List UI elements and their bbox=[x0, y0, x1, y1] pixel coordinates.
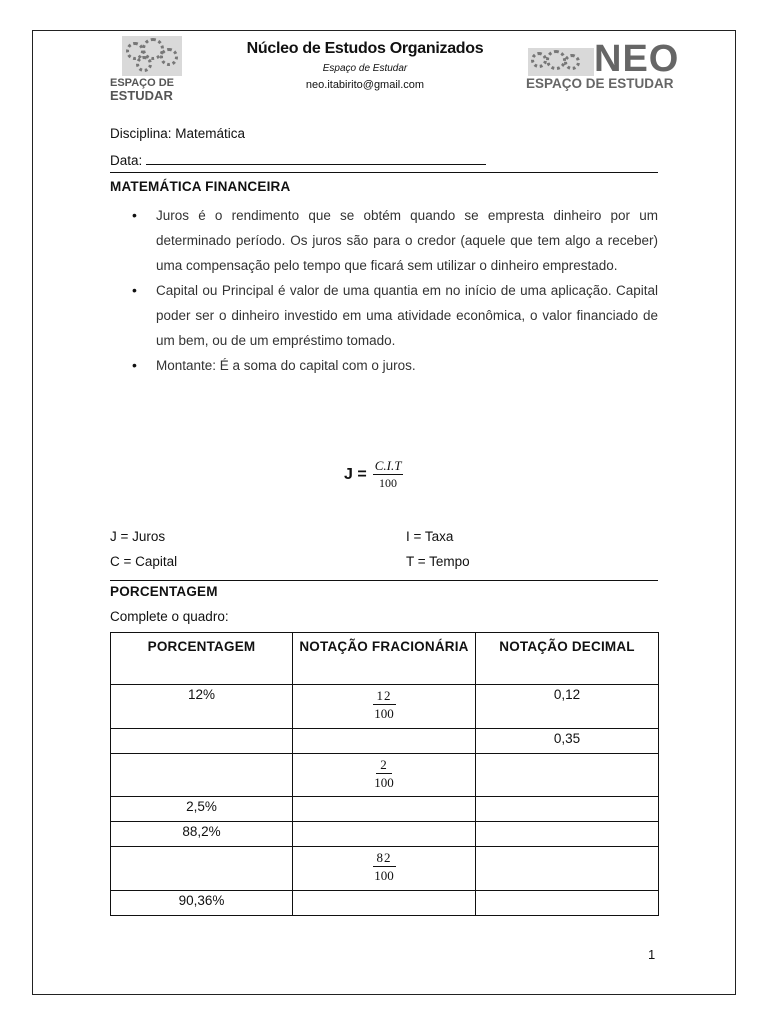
header-fraction: NOTAÇÃO FRACIONÁRIA bbox=[293, 633, 476, 685]
cell-fraction[interactable] bbox=[293, 847, 476, 891]
section-title-percent: PORCENTAGEM bbox=[110, 584, 218, 599]
divider bbox=[110, 580, 658, 581]
legend-juros: J = Juros bbox=[110, 529, 166, 544]
header-percent: PORCENTAGEM bbox=[111, 633, 293, 685]
cell-percent[interactable] bbox=[111, 729, 293, 754]
neo-logo bbox=[522, 38, 710, 94]
interest-formula bbox=[344, 458, 403, 491]
cell-percent[interactable]: 2,5% bbox=[111, 797, 293, 822]
cell-decimal[interactable] bbox=[476, 822, 659, 847]
cell-fraction[interactable] bbox=[293, 797, 476, 822]
cell-decimal[interactable] bbox=[476, 891, 659, 916]
table-row bbox=[111, 847, 659, 891]
logo-left-line2: ESTUDAR bbox=[110, 88, 173, 103]
date-field bbox=[110, 152, 486, 168]
legend-tempo: T = Tempo bbox=[406, 554, 470, 569]
fraction-denominator: 100 bbox=[374, 706, 394, 721]
fraction-denominator: 100 bbox=[374, 775, 394, 790]
cell-fraction[interactable] bbox=[293, 822, 476, 847]
header-subtitle: Espaço de Estudar bbox=[322, 63, 408, 74]
section-title-financial: MATEMÁTICA FINANCEIRA bbox=[110, 179, 291, 194]
table-row bbox=[111, 729, 659, 754]
cell-fraction[interactable] bbox=[293, 754, 476, 797]
cell-decimal[interactable]: 0,35 bbox=[476, 729, 659, 754]
header-email: neo.itabirito@gmail.com bbox=[305, 79, 425, 91]
legend-taxa: I = Taxa bbox=[406, 529, 454, 544]
table-row bbox=[111, 685, 659, 729]
logo-right-text: ESPAÇO DE ESTUDAR bbox=[526, 76, 674, 91]
header-decimal: NOTAÇÃO DECIMAL bbox=[476, 633, 659, 685]
cell-percent[interactable]: 12% bbox=[111, 685, 293, 729]
cell-decimal[interactable] bbox=[476, 797, 659, 822]
fraction-denominator: 100 bbox=[374, 868, 394, 883]
cell-decimal[interactable] bbox=[476, 847, 659, 891]
discipline-label: Disciplina: Matemática bbox=[110, 126, 246, 141]
formula-lhs: J = bbox=[344, 465, 367, 483]
logo-right-brand: NEO bbox=[594, 38, 680, 80]
espaco-de-estudar-logo bbox=[110, 36, 194, 106]
fraction-numerator: 2 bbox=[376, 757, 392, 774]
page-number: 1 bbox=[648, 947, 656, 962]
legend-capital: C = Capital bbox=[110, 554, 178, 569]
cell-percent[interactable]: 90,36% bbox=[111, 891, 293, 916]
logo-left-line1: ESPAÇO DE bbox=[110, 77, 174, 89]
date-label: Data: bbox=[110, 153, 143, 168]
list-item: • Montante: É a soma do capital com o juros. bbox=[130, 353, 658, 378]
percentage-table bbox=[110, 632, 659, 916]
cell-percent[interactable] bbox=[111, 847, 293, 891]
list-item: • Juros é o rendimento que se obtém quando se empresta dinheiro por um determinado período. Os juros são para o credor (aquele que tem algo a receber) uma compensação pelo tempo que ficará sem utilizar o dinheiro emprestado. bbox=[130, 203, 658, 278]
table-row bbox=[111, 754, 659, 797]
table-row bbox=[111, 891, 659, 916]
table-row bbox=[111, 822, 659, 847]
formula-fraction bbox=[373, 458, 404, 491]
table-header-row bbox=[111, 633, 659, 685]
table-row bbox=[111, 797, 659, 822]
cell-percent[interactable]: 88,2% bbox=[111, 822, 293, 847]
cell-percent[interactable] bbox=[111, 754, 293, 797]
header-title: Núcleo de Estudos Organizados bbox=[246, 40, 484, 57]
cell-decimal[interactable] bbox=[476, 754, 659, 797]
date-blank-line bbox=[146, 152, 486, 165]
cell-fraction[interactable] bbox=[293, 729, 476, 754]
instruction-text: Complete o quadro: bbox=[110, 609, 229, 624]
cell-decimal[interactable]: 0,12 bbox=[476, 685, 659, 729]
cell-fraction[interactable] bbox=[293, 685, 476, 729]
fraction-numerator: 12 bbox=[373, 688, 396, 705]
fraction-numerator: 82 bbox=[373, 850, 396, 867]
formula-denominator: 100 bbox=[379, 476, 398, 490]
definitions-list bbox=[130, 203, 658, 378]
cell-fraction[interactable] bbox=[293, 891, 476, 916]
divider bbox=[110, 172, 658, 173]
formula-numerator: C.I.T bbox=[374, 458, 402, 473]
list-item: • Capital ou Principal é valor de uma quantia em no início de uma aplicação. Capital poder ser o dinheiro investido em uma atividade econômica, o valor financiado de um bem, ou de um empréstimo tomado. bbox=[130, 278, 658, 353]
